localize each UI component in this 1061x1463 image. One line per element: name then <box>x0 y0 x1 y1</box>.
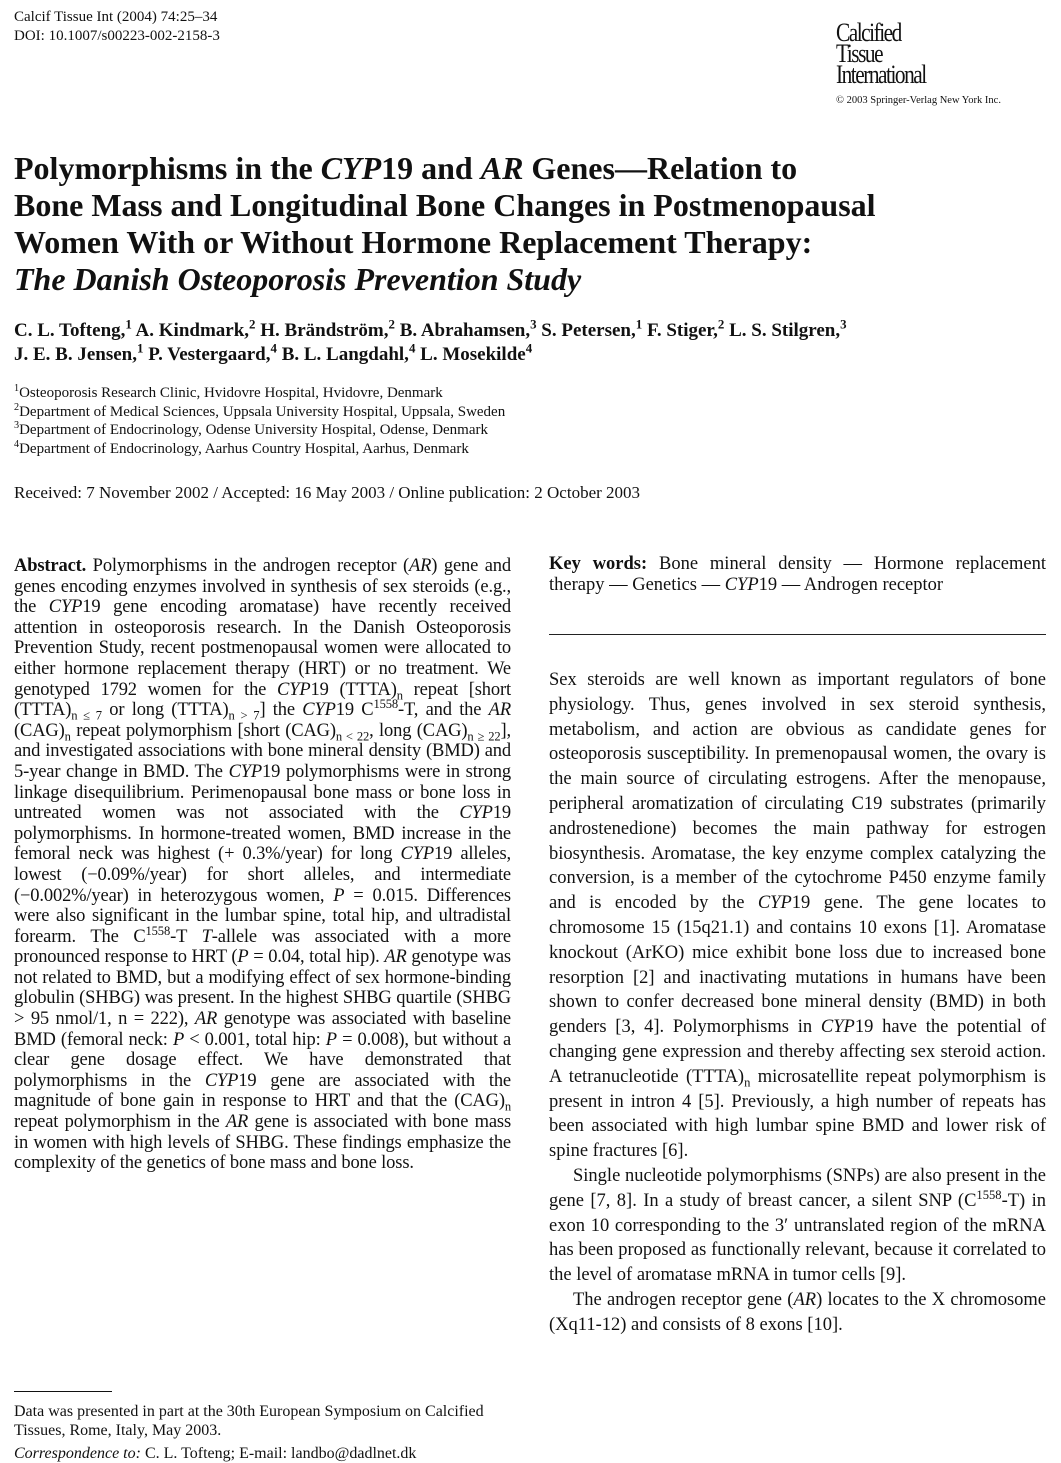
affiliation: $^2$Department of Medical Sciences, Uppsala University Hospital, Uppsala, Sweden <box>14 401 506 420</box>
author: P. Vestergaard,$^4$ <box>148 340 277 365</box>
author-list <box>14 316 1044 367</box>
journal-logo <box>836 18 1046 106</box>
title-part: AR <box>480 150 524 186</box>
title-part: Women With or Without Hormone Replacement Therapy: <box>14 224 813 260</box>
affiliations <box>14 384 505 458</box>
keywords: Key words: Bone mineral density — Hormone replacement therapy — Genetics — CYP19 — Androgen receptor <box>549 554 1046 595</box>
body-paragraph: Sex steroids are well known as important regulators of bone physiology. Thus, genes involved in sex steroid synthesis, metabolism, and action are obvious as candidate genes for osteoporosis susceptibility. In premenopausal women, the ovary is the main source of circulating estrogens. After the menopause, peripheral aromatization of circulating C19 substrates (primarily androstenedione) becomes the main pathway for estrogen biosynthesis. Aromatase, the key enzyme complex catalyzing the conversion, is a member of the cytochrome P450 enzyme family and is encoded by the CYP19 gene. The gene locates to chromosome 15 (15q21.1) and contains 10 exons [1]. Aromatase knockout (ArKO) mice exhibit bone loss due to increased bone resorption [2] and inactivating mutations in humans have been shown to confer decreased bone mineral density (BMD) in both genders [3, 4]. Polymorphisms in CYP19 have the potential of changing gene expression and thereby affecting sex steroid action. A tetranucleotide $(TTTA)_n$ microsatellite repeat polymorphism is present in intron 4 [5]. Previously, a high number of repeats has been associated with high lumbar spine BMD and lower risk of spine fractures [6]. <box>549 670 1047 1162</box>
title-part: CYP <box>320 150 382 186</box>
paper-title <box>14 150 1044 298</box>
logo-line-1: Calcified <box>836 18 901 47</box>
author: J. E. B. Jensen,$^1$ <box>14 340 144 365</box>
logo-line-2: Tissue <box>836 39 883 68</box>
author: S. Petersen,$^1$ <box>541 316 643 341</box>
affiliation: $^1$Osteoporosis Research Clinic, Hvidovre Hospital, Hvidovre, Denmark <box>14 383 443 401</box>
keywords-rule <box>549 634 1046 635</box>
title-part: Polymorphisms in the <box>14 150 321 186</box>
correspondence-email: C. L. Tofteng; E-mail: landbo@dadlnet.dk <box>140 1445 417 1462</box>
title-part: Genes—Relation to <box>523 150 798 186</box>
received-dates: Received: 7 November 2002 / Accepted: 16 May 2003 / Online publication: 2 October 2003 <box>14 483 641 502</box>
author: L. Mosekilde$^4$ <box>420 340 533 365</box>
author: B. Abrahamsen,$^3$ <box>399 316 537 341</box>
abstract-label: Abstract. <box>14 556 87 576</box>
title-part: Bone Mass and Longitudinal Bone Changes in Postmenopausal <box>14 187 876 223</box>
presentation-note: Data was presented in part at the 30th European Symposium on Calcified Tissues, Rome, Italy, May 2003. <box>14 1403 484 1439</box>
logo-line-3: International <box>836 60 926 89</box>
keywords-label: Key words: <box>549 554 648 574</box>
journal-header <box>14 8 220 46</box>
affiliation: $^3$Department of Endocrinology, Odense University Hospital, Odense, Denmark <box>14 420 489 438</box>
copyright: © 2003 Springer-Verlag New York Inc. <box>836 95 1001 106</box>
footnote-rule <box>14 1391 112 1392</box>
body-text <box>549 668 1046 1338</box>
body-paragraph: Single nucleotide polymorphisms (SNPs) are also present in the gene [7, 8]. In a study of breast cancer, a silent SNP $(C^{1558}-T)$ in exon 10 corresponding to the 3′ untranslated region of the mRNA has been proposed as functionally relevant, because it correlated to the level of aromatase mRNA in tumor cells [9]. <box>549 1165 1046 1286</box>
author: F. Stiger,$^2$ <box>646 316 725 341</box>
affiliation: $^4$Department of Endocrinology, Aarhus Country Hospital, Aarhus, Denmark <box>14 438 469 457</box>
abstract: Abstract. Polymorphisms in the androgen receptor (AR) gene and genes encoding enzymes involved in synthesis of sex steroids (e.g., the CYP19 gene encoding aromatase) have recently received attention in osteoporosis research. In the Danish Osteoporosis Prevention Study, recent postmenopausal women were allocated to either hormone replacement therapy (HRT) or no treatment. We genotyped 1792 women for the CYP19 $(TTTA)_n$ repeat [short $(TTTA)_{n \le 7}$ or long $(TTTA)_{n > 7}$] the CYP19 $C^{1558}-T$, and the AR $(CAG)_n$ repeat polymorphism [short $(CAG)_{n < 22}$, long $(CAG)_{n \ge 22}$], and investigated associations with bone mineral density (BMD) and 5-year change in BMD. The CYP19 polymorphisms were in strong linkage disequilibrium. Perimenopausal bone mass or bone loss in untreated women was not associated with the CYP19 polymorphisms. In hormone-treated women, BMD increase in the femoral neck was highest (+ 0.3%/year) for long CYP19 alleles, lowest (−0.09%/year) for short alleles, and intermediate (−0.002%/year) in heterozygous women, P = 0.015. Differences were also significant in the lumbar spine, total hip, and ultradistal forearm. The $C^{1558}-T$ T-allele was associated with a more pronounced response to HRT (P = 0.04, total hip). AR genotype was not related to BMD, but a modifying effect of sex hormone-binding globulin (SHBG) was present. In the highest SHBG quartile (SHBG > 95 nmol/1, n = 222), AR genotype was associated with baseline BMD (femoral neck: P < 0.001, total hip: P = 0.008), but without a clear gene dosage effect. We have demonstrated that polymorphisms in the CYP19 gene are associated with the magnitude of bone gain in response to HRT and that the $(CAG)_n$ repeat polymorphism in the AR gene is associated with bone mass in women with high levels of SHBG. These findings emphasize the complexity of the genetics of bone mass and bone loss. <box>14 556 512 1174</box>
doi: DOI: 10.1007/s00223-002-2158-3 <box>14 28 220 44</box>
title-part: 19 and <box>381 150 481 186</box>
body-paragraph: The androgen receptor gene (AR) locates to the X chromosome (Xq11-12) and consists of 8 exons [10]. <box>549 1289 1046 1335</box>
author: B. L. Langdahl,$^4$ <box>281 340 416 365</box>
title-subtitle: The Danish Osteoporosis Prevention Study <box>14 261 582 297</box>
citation: Calcif Tissue Int (2004) 74:25–34 <box>14 9 218 25</box>
author: L. S. Stilgren,$^3$ <box>729 316 847 341</box>
author: H. Brändström,$^2$ <box>260 316 395 341</box>
author: C. L. Tofteng,$^1$ <box>14 316 132 341</box>
author: A. Kindmark,$^2$ <box>135 316 256 341</box>
footnotes <box>14 1402 511 1463</box>
correspondence: Correspondence to: C. L. Tofteng; E-mail: landbo@dadlnet.dk <box>14 1445 417 1462</box>
